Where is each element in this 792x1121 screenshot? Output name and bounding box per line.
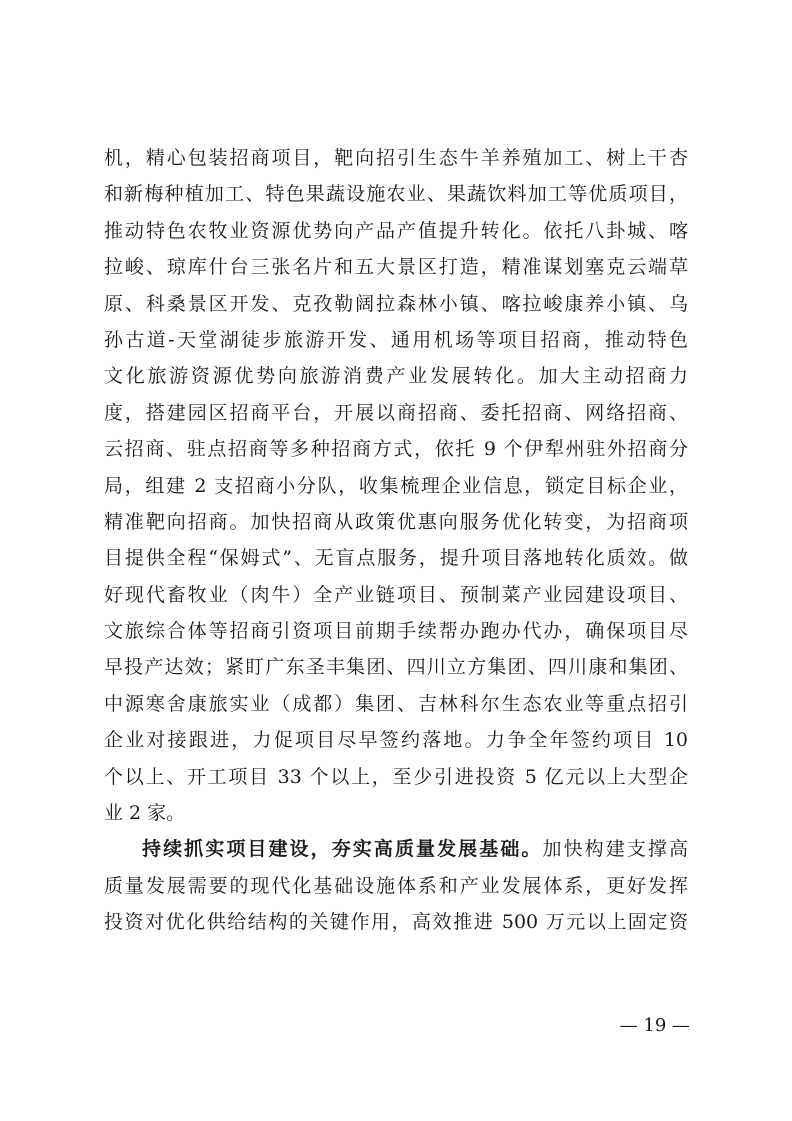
text-line: 拉峻、琼库什台三张名片和五大景区打造，精准谋划塞克云端草 — [104, 256, 688, 279]
text-line: 好现代畜牧业（肉牛）全产业链项目、预制菜产业园建设项目、 — [104, 583, 688, 606]
text-line: 云招商、驻点招商等多种招商方式，依托 9 个伊犁州驻外招商分 — [104, 438, 688, 461]
text-line: 投资对优化供给结构的关键作用，高效推进 500 万元以上固定资 — [104, 911, 688, 934]
text-line: 质量发展需要的现代化基础设施体系和产业发展体系，更好发挥 — [104, 874, 688, 897]
text-line: 中源寒舍康旅实业（成都）集团、吉林科尔生态农业等重点招引 — [104, 692, 688, 715]
text-line: 原、科桑景区开发、克孜勒阔拉森林小镇、喀拉峻康养小镇、乌 — [104, 292, 688, 315]
text-line: 和新梅种植加工、特色果蔬设施农业、果蔬饮料加工等优质项目， — [104, 183, 688, 206]
text-line: 业 2 家。 — [104, 802, 186, 825]
page-number: — 19 — — [619, 1015, 690, 1036]
text-line: 企业对接跟进，力促项目尽早签约落地。力争全年签约项目 10 — [104, 729, 688, 752]
text-line: 局，组建 2 支招商小分队，收集梳理企业信息，锁定目标企业， — [104, 474, 688, 497]
text-line: 个以上、开工项目 33 个以上，至少引进投资 5 亿元以上大型企 — [104, 765, 688, 788]
paragraph-heading: 持续抓实项目建设，夯实高质量发展基础。 — [142, 838, 543, 861]
text-line: 度，搭建园区招商平台，开展以商招商、委托招商、网络招商、 — [104, 401, 688, 424]
paragraph-investment-promotion — [104, 140, 688, 831]
paragraph-project-construction — [104, 831, 688, 940]
document-body — [104, 140, 688, 941]
text-line: 文化旅游资源优势向旅游消费产业发展转化。加大主动招商力 — [104, 365, 688, 388]
text-line: 精准靶向招商。加快招商从政策优惠向服务优化转变，为招商项 — [104, 510, 688, 533]
text-line: 文旅综合体等招商引资项目前期手续帮办跑办代办，确保项目尽 — [104, 620, 688, 643]
text-line: 孙古道-天堂湖徒步旅游开发、通用机场等项目招商，推动特色 — [104, 328, 688, 351]
text-line: 目提供全程“保姆式”、无盲点服务，提升项目落地转化质效。做 — [104, 547, 688, 570]
text-line: 推动特色农牧业资源优势向产品产值提升转化。依托八卦城、喀 — [104, 219, 688, 242]
text-line — [104, 831, 688, 867]
heading-line-rest: 加快构建支撑高 — [542, 838, 688, 861]
text-line: 机，精心包装招商项目，靶向招引生态牛羊养殖加工、树上干杏 — [104, 147, 688, 169]
text-line: 早投产达效；紧盯广东圣丰集团、四川立方集团、四川康和集团、 — [104, 656, 688, 679]
